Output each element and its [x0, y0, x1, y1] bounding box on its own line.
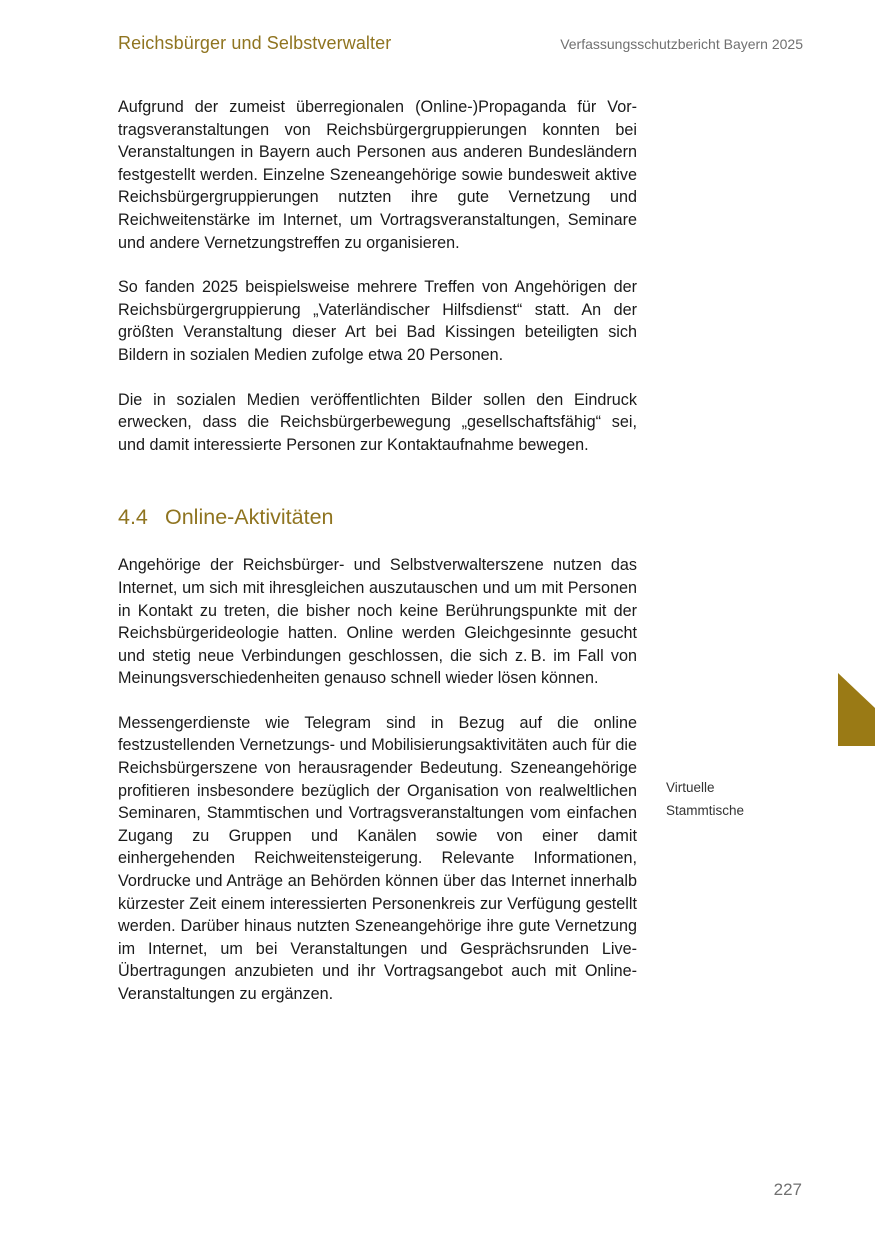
report-title: Verfassungsschutzbericht Bayern 2025: [560, 36, 803, 52]
main-text-column: [118, 96, 637, 1028]
page-number: 227: [773, 1180, 802, 1199]
margin-note-line-2: Stammtische: [666, 802, 745, 818]
paragraph-5: Messengerdienste wie Telegram sind in Bezug auf die online festzustellenden Vernetzungs- und Mobilisierungsaktivitäten auch für die Reichsbürgerszene von herausragender Bedeutung. Szeneangehörige profitieren insbesondere bezüglich der Organisation von realweltlichen Seminaren, Stammtischen und Vortragsveranstaltungen vom einfachen Zugang zu Gruppen und Kanälen sowie von einer damit einhergehenden Reichweitensteigerung. Relevante Informationen, Vordrucke und Anträge an Behörden können über das Internet innerhalb kürzester Zeit einem interessierten Personenkreis zur Verfügung gestellt werden. Darüber hinaus nutzten Szeneangehörige ihre gute Vernetzung im Internet, um bei Veranstaltungen und Gesprächsrunden Live-Übertragungen anzubieten und ihr Vortragsangebot auch mit Online-Veranstaltungen zu ergänzen.: [118, 713, 637, 1003]
section-title: Online-Aktivitäten: [165, 505, 334, 530]
margin-note-line-1: Virtuelle: [666, 780, 715, 795]
paragraph-1: Aufgrund der zumeist überregionalen (Online-)Propaganda für Vortragsveranstaltungen von Reichsbürgergruppierungen konnten bei Veranstaltungen in Bayern auch Personen aus anderen Bundesländern festgestellt werden. Einzelne Szeneangehörige sowie bundesweit aktive Reichsbürgergruppierungen nutzten ihre gute Vernetzung und Reichweitenstärke im Internet, um Vortragsveranstaltungen, Seminare und andere Vernetzungstreffen zu organisieren.: [118, 98, 637, 252]
section-number: 4.4: [118, 505, 148, 530]
paragraph-2: So fanden 2025 beispielsweise mehrere Treffen von Angehörigen der Reichsbürgergruppierung „Vaterländischer Hilfsdienst“ statt. An der größten Veranstaltung dieser Art bei Bad Kissingen beteiligten sich Bildern in sozialen Medien zufolge etwa 20 Personen.: [118, 278, 637, 364]
chapter-tab-marker: [838, 673, 875, 746]
chapter-tab-shape: [838, 673, 875, 746]
section-heading: [118, 504, 637, 530]
paragraph-3: Die in sozialen Medien veröffentlichten Bilder sollen den Eindruck erwecken, dass die Reichsbürgerbewegung „gesellschaftsfähig“ sei, und damit interessierte Personen zur Kontaktaufnahme bewegen.: [118, 390, 637, 454]
paragraph-4: Angehörige der Reichsbürger- und Selbstverwalterszene nutzen das Internet, um sich mit ihresgleichen auszutauschen und um mit Personen in Kontakt zu treten, die bisher noch keine Berührungspunkte mit der Reichsbürgerideologie hatten. Online werden Gleichgesinnte gesucht und stetig neue Verbindungen geschlossen, die sich z. B. im Fall von Meinungsverschiedenheiten genauso schnell wieder lösen können.: [118, 556, 637, 688]
chapter-title: Reichsbürger und Selbstverwalter: [118, 33, 392, 53]
margin-note: [666, 777, 786, 822]
